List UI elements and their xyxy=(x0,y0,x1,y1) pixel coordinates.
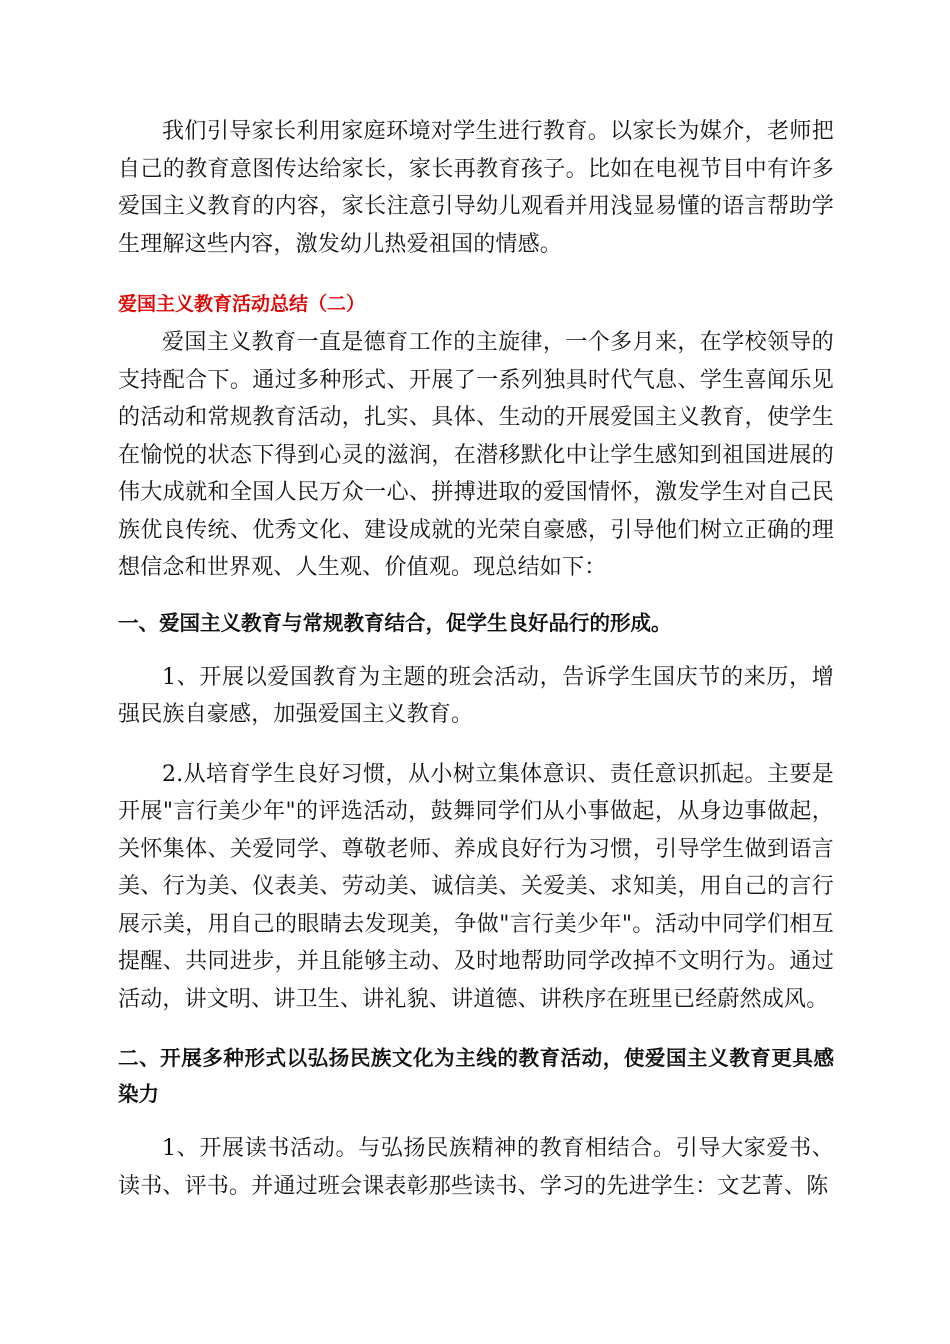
paragraph-1-2: 2.从培育学生良好习惯，从小树立集体意识、责任意识抓起。主要是开展"言行美少年"的评选活动，鼓舞同学们从小事做起，从身边事做起，关怀集体、关爱同学、尊敬老师、养成良好行为习惯，引导学生做到语言美、行为美、仪表美、劳动美、诚信美、关爱美、求知美，用自己的言行展示美，用自己的眼睛去发现美，争做"言行美少年"。活动中同学们相互提醒、共同进步，并且能够主动、及时地帮助同学改掉不文明行为。通过活动，讲文明、讲卫生、讲礼貌、讲道德、讲秩序在班里已经蔚然成风。 xyxy=(118,761,834,1012)
summary-paragraph: 爱国主义教育一直是德育工作的主旋律，一个多月来，在学校领导的支持配合下。通过多种形式、开展了一系列独具时代气息、学生喜闻乐见的活动和常规教育活动，扎实、具体、生动的开展爱国主义教育，使学生在愉悦的状态下得到心灵的滋润，在潜移默化中让学生感知到祖国进展的伟大成就和全国人民万众一心、拼搏进取的爱国情怀，激发学生对自己民族优良传统、优秀文化、建设成就的光荣自豪感，引导他们树立正确的理想信念和世界观、人生观、价值观。现总结如下： xyxy=(118,330,834,580)
paragraph-1-1: 1、开展以爱国教育为主题的班会活动，告诉学生国庆节的来历，增强民族自豪感，加强爱国主义教育。 xyxy=(118,664,834,727)
section-title: 爱国主义教育活动总结（二） xyxy=(118,293,366,315)
document-body xyxy=(118,113,834,1205)
heading-two: 二、开展多种形式以弘扬民族文化为主线的教育活动，使爱国主义教育更具感染力 xyxy=(118,1046,834,1106)
paragraph-2-1: 1、开展读书活动。与弘扬民族精神的教育相结合。引导大家爱书、读书、评书。并通过班会课表彰那些读书、学习的先进学生：文艺菁、陈 xyxy=(118,1136,834,1199)
heading-one: 一、爱国主义教育与常规教育结合，促学生良好品行的形成。 xyxy=(118,610,672,635)
intro-paragraph: 我们引导家长利用家庭环境对学生进行教育。以家长为媒介，老师把自己的教育意图传达给家长，家长再教育孩子。比如在电视节目中有许多爱国主义教育的内容，家长注意引导幼儿观看并用浅显易懂的语言帮助学生理解这些内容，激发幼儿热爱祖国的情感。 xyxy=(118,119,834,257)
